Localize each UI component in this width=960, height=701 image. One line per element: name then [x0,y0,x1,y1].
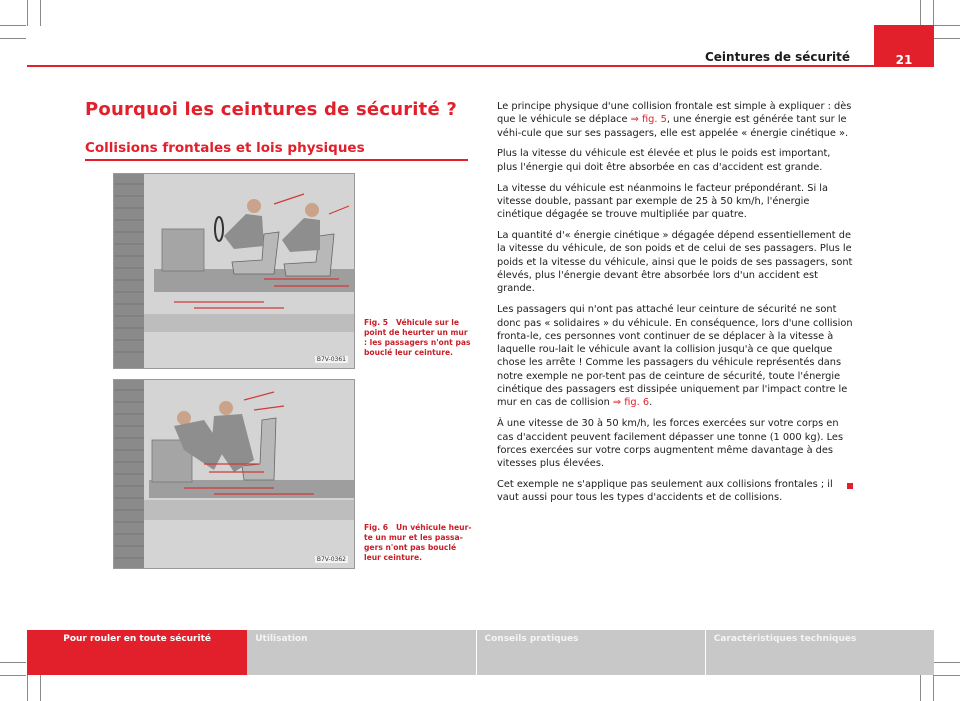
crop-mark [40,0,41,26]
text-run: Le principe physique d'une collision frontale est simple à expliquer : dès que le véhicule se déplace [497,101,852,126]
paragraph [497,303,853,409]
subheading: Collisions frontales et lois physiques [85,140,365,156]
figure-label: Fig. 6 [364,523,389,532]
crop-mark [933,675,934,701]
crop-mark [0,662,26,663]
crop-mark [0,25,26,26]
figure-label: Fig. 5 [364,318,389,327]
page-number: 21 [874,25,934,67]
paragraph: Cet exemple ne s'applique pas seulement aux collisions frontales ; il vaut aussi pour tous les types d'accidents et de collisions. [497,478,833,504]
subheading-rule [85,159,468,161]
crop-mark [920,675,921,701]
tab-caracteristiques[interactable]: Caractéristiques techniques [705,630,934,675]
text-run: , une énergie est générée tant sur le véhi-cule que sur ses passagers, elle est appelée « énergie cinétique ». [497,114,849,139]
paragraph: La vitesse du véhicule est néanmoins le facteur prépondérant. Si la vitesse double, passant par exemple de 25 à 50 km/h, l'énergie cinétique dégagée se trouve multipliée par quatre. [497,182,829,221]
paragraph [497,100,853,140]
crop-mark [934,662,960,663]
page-heading: Pourquoi les ceintures de sécurité ? [85,99,457,120]
figure-5-caption [364,318,472,358]
crop-mark [934,38,960,39]
tab-pour-rouler[interactable]: Pour rouler en toute sécurité [27,630,247,675]
crop-mark [27,0,28,26]
text-run: Les passagers qui n'ont pas attaché leur ceinture de sécurité ne sont donc pas « solidaires » du véhicule. En conséquence, lors d'une collision fronta-le, ces personnes vont continuer de se déplacer à la vitesse à laquelle rou-lait le véhicule avant la collision jusqu'à ce que quelque chose les arrête ! Comme les passagers du véhicule représentés dans notre exemple ne por-tent pas de ceinture de sécurité, toute l'énergie cinétique des passagers est dissipée uniquement par l'impact contre le mur en cas de collision [497,304,853,409]
crop-mark [934,675,960,676]
crop-mark [40,675,41,701]
figure-6-illustration [113,379,355,569]
figure-code: B7V-0362 [316,556,346,563]
crop-mark [0,38,26,39]
figure-link[interactable]: ⇒ fig. 5 [630,114,667,126]
caption-text: Véhicule sur le point de heurter un mur : les passagers n'ont pas bouclé leur ceinture. [364,318,471,357]
crop-mark [920,0,921,26]
figure-6-caption [364,523,472,563]
figure-5-illustration [113,173,355,369]
end-of-section-marker [847,483,853,489]
crop-mark [934,25,960,26]
figure-code: B7V-0361 [316,356,346,363]
caption-text: Un véhicule heur-te un mur et les passa-gers n'ont pas bouclé leur ceinture. [364,523,472,562]
crop-mark [933,0,934,26]
figure-link[interactable]: ⇒ fig. 6 [612,397,650,409]
footer-nav [27,630,934,675]
paragraph: La quantité d'« énergie cinétique » dégagée dépend essentiellement de la vitesse du véhicule, de son poids et de celui de ses passagers. Plus le poids et la vitesse du véhicule, ainsi que le poids de ses passagers, sont élevés, plus l'énergie devant être absorbée lors d'un accident est grande. [497,230,853,295]
tab-conseils-pratiques[interactable]: Conseils pratiques [476,630,705,675]
header-rule [27,65,934,67]
paragraph: Plus la vitesse du véhicule est élevée et plus le poids est important, plus l'énergie qui doit être absorbée en cas d'accident est grande. [497,148,831,173]
text-run: . [649,397,653,409]
car-wall-illustration-2 [114,380,354,568]
section-title: Ceintures de sécurité [704,50,850,64]
body-text [497,100,853,512]
crop-mark [27,675,28,701]
car-wall-illustration-1 [114,174,354,368]
crop-mark [0,675,26,676]
tab-utilisation[interactable]: Utilisation [247,630,475,675]
paragraph: À une vitesse de 30 à 50 km/h, les forces exercées sur votre corps en cas d'accident peuvent facilement dépasser une tonne (1 000 kg). Les forces exercées sur votre corps augmentent même davantage à des vitesses plus élevées. [497,418,844,470]
